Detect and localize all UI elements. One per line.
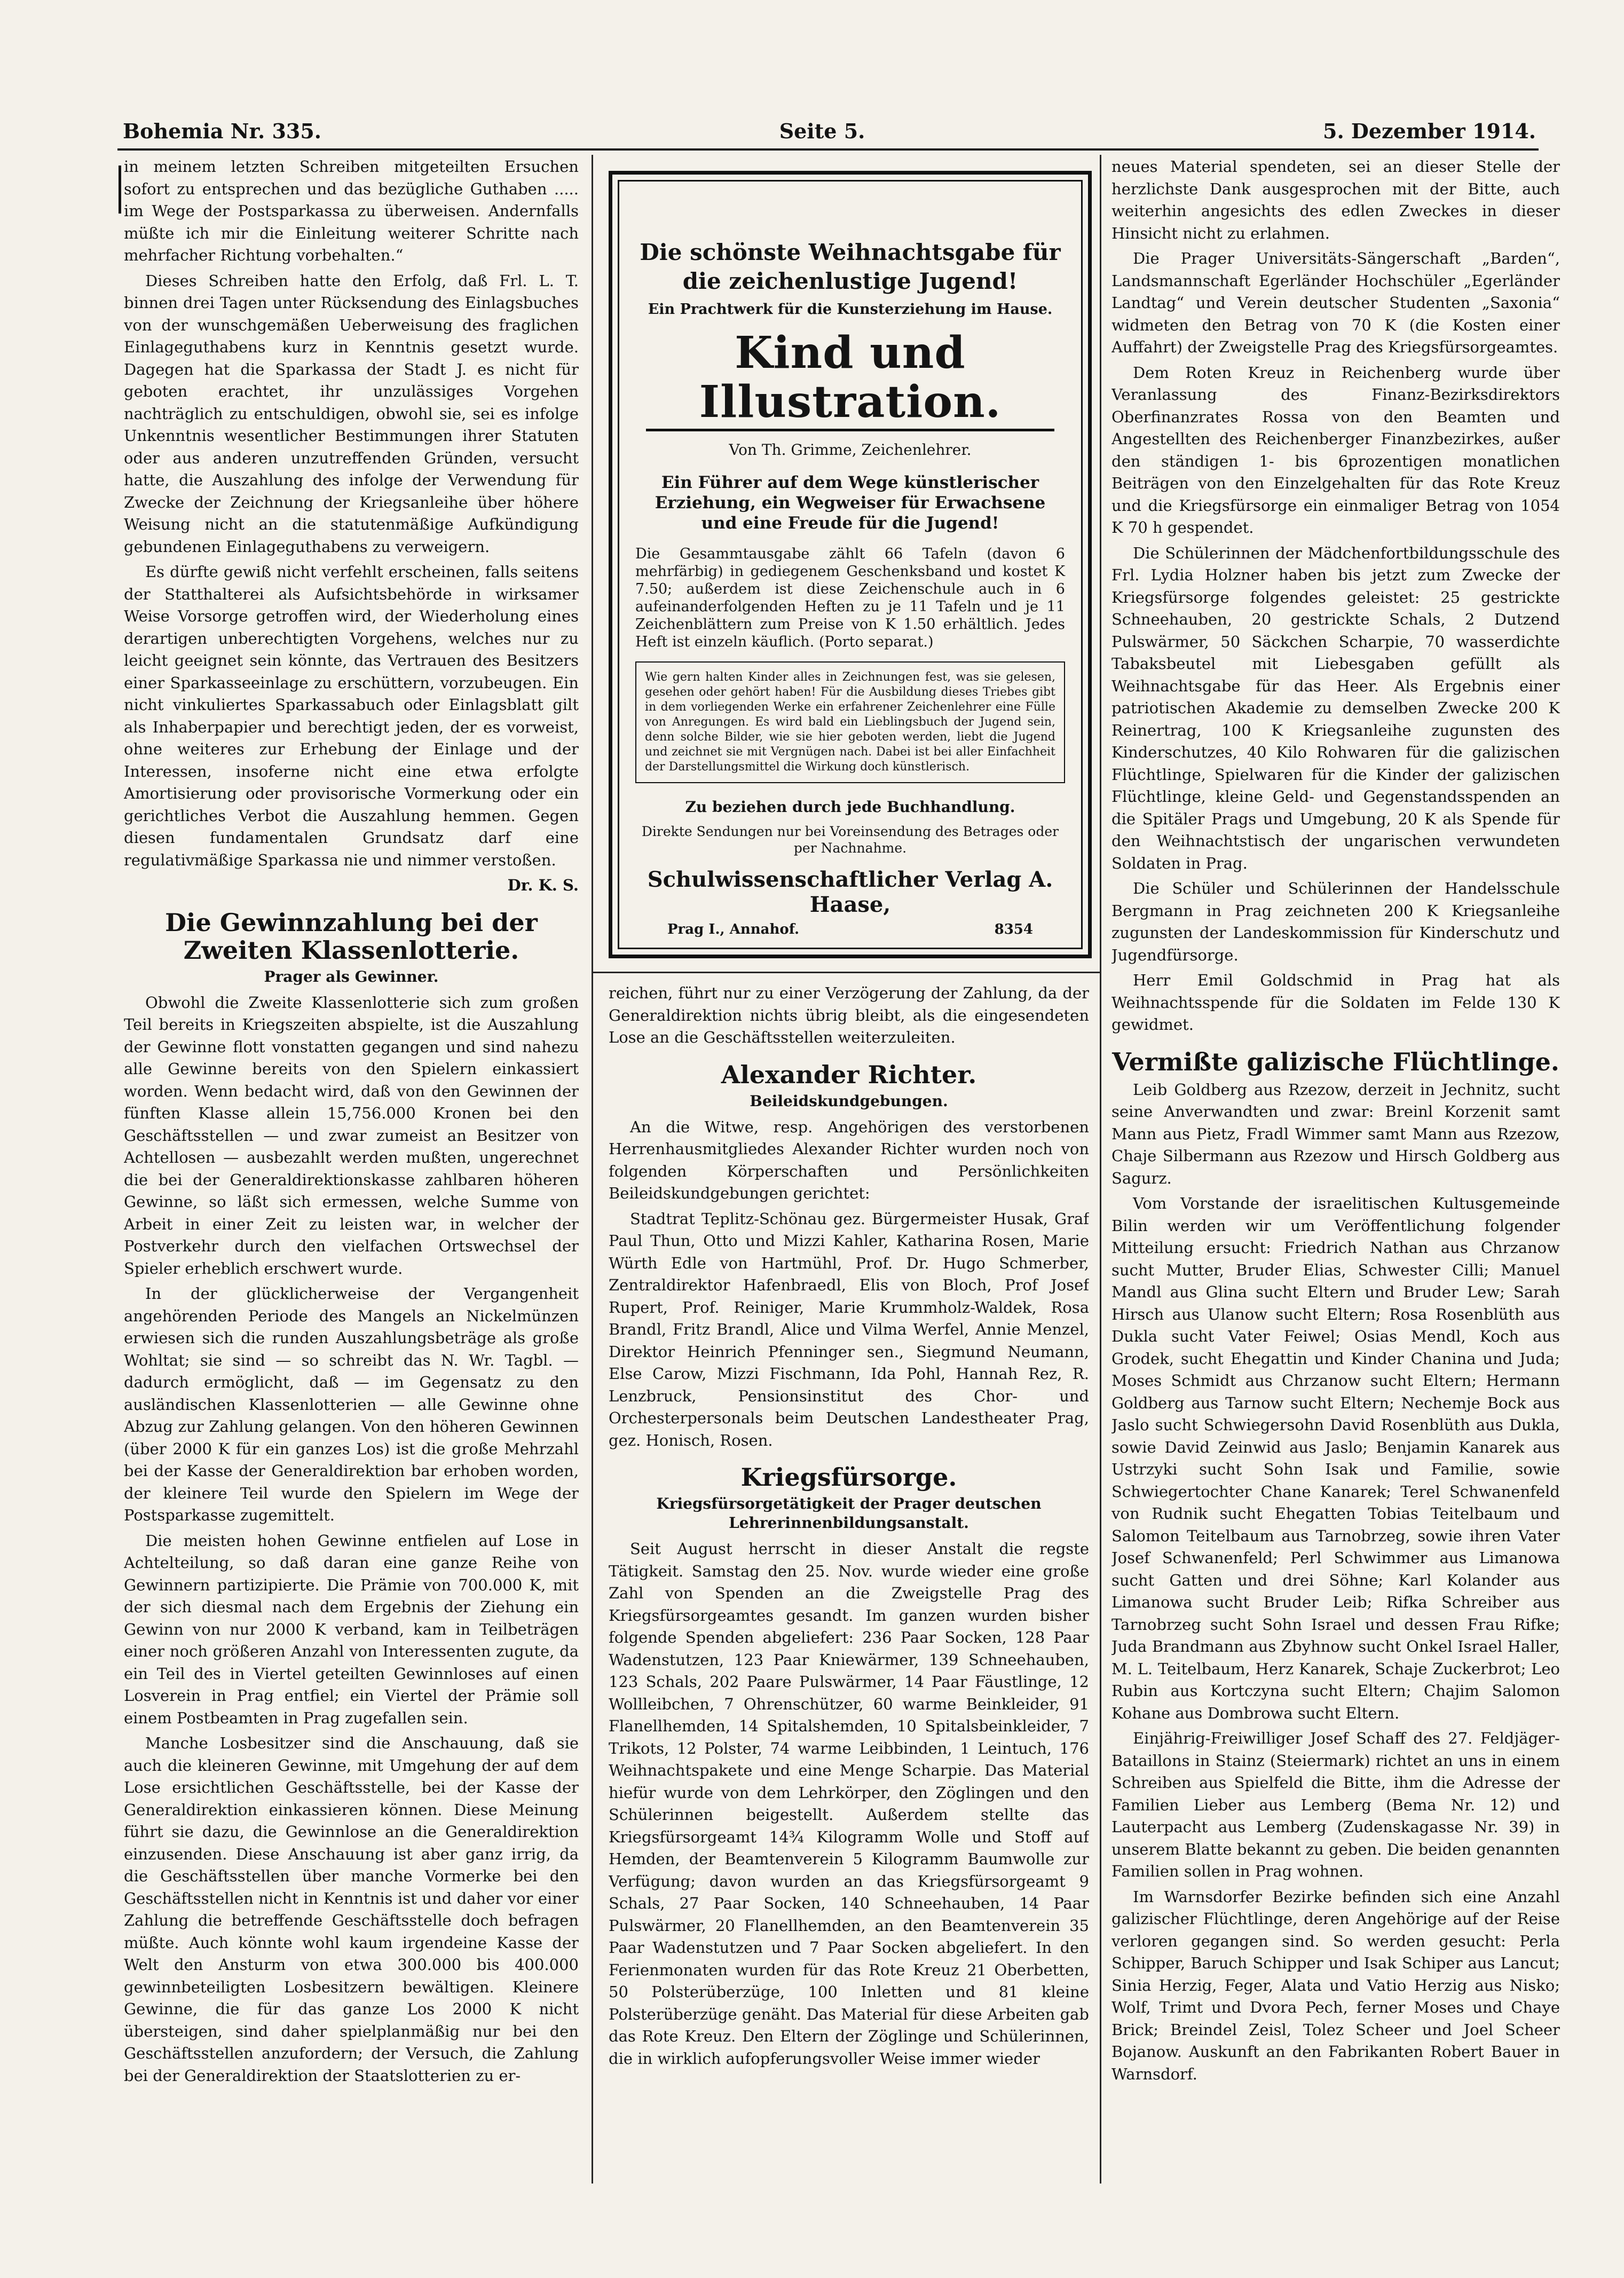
article-welfare-subtitle: Kriegsfürsorgetätigkeit der Prager deutschen Lehrerinnenbildungsanstalt. — [656, 1495, 1042, 1532]
article-lottery-text: In der glücklicherweise der Vergangenheit angehörenden Periode des Mangels an Nickelmünzen erwiesen sich die runden Auszahlungsbeträge als große Wohltat; sie sind — so schreibt das N. Wr. Tagbl. — dadurch ermöglicht, daß — im Gegensatz zu den ausländischen Klassenlotterien — alle Gewinne ohne Abzug zur Zahlung gelangen. Von den höheren Gewinnen (über 2000 K für ein ganzes Los) ist die große Mehrzahl bei der Kasse der Generaldirektion bar erhoben worden, der kleinere Teil wurde den Spielern im Wege der Postsparkasse zugemittelt. — [124, 1284, 579, 1524]
article-lottery-title: Die Gewinnzahlung bei der Zweiten Klassenlotterie. — [165, 908, 538, 965]
ad-inner-frame — [618, 180, 1083, 949]
article-richter-subtitle: Beileidskundgebungen. — [750, 1092, 948, 1110]
ad-title-rule — [646, 429, 1054, 431]
article-savings-text: Dieses Schreiben hatte den Erfolg, daß Frl. L. T. binnen drei Tagen unter Rücksendung des Einlagsbuches von der wunschgemäßen Ueberweisung des fraglichen Einlageguthabens kurz in Kenntnis gesetzt wurde. Dagegen hat die Sparkassa der Stadt J. es nicht für geboten erachtet, ihr unzulässiges Vorgehen nachträglich zu entschuldigen, obwohl sie, sei es infolge Unkenntnis wesentlicher Bestimmungen ihrer Statuten oder aus anderen unzutreffenden Gründen, versucht hatte, die Auszahlung des infolge der Verwendung für Zwecke der Zeichnung der Kriegsanleihe über höhere Weisung nicht an die statutenmäßige Aufkündigung gebundenen Einlageguthabens zu verweigern. — [124, 271, 579, 556]
column-right — [1111, 156, 1560, 2185]
article-richter-text: Stadtrat Teplitz-Schönau gez. Bürgermeister Husak, Graf Paul Thun, Otto und Mizzi Kahler, Katharina Rosen, Marie Würth Edle von Hartmühl, Prof. Dr. Hugo Schmerber, Zentraldirektor Hafenbraedl, Elis von Bloch, Prof Josef Rupert, Prof. Reiniger, Marie Krummholz-Waldek, Rosa Brandl, Fritz Brandl, Alice und Vilma Werfel, Annie Menzel, Direktor Heinrich Pfenninger sen., Siegmund Neumann, Else Carow, Mizzi Fischmann, Ida Pohl, Hannah Rez, R. Lenzbruck, Pensionsinstitut des Chor- und Orchesterpersonals beim Deutschen Landestheater Prag, gez. Honisch, Rosen. — [609, 1209, 1089, 1449]
article-welfare-text: Die Prager Universitäts-Sängerschaft „Barden“, Landsmannschaft Egerländer Hochschüler „Egerländer Landtag“ und Verein deutscher Studenten „Saxonia“ widmeten den Betrag von 70 K (die Kosten einer Auffahrt) der Zweigstelle Prag des Kriegsfürsorgeamtes. — [1111, 249, 1560, 356]
ad-description: Die Gesammtausgabe zählt 66 Tafeln (davon 6 mehrfärbig) in gediegenem Geschenksband und kostet K 7.50; außerdem ist diese Zeichenschule auch in 6 aufeinanderfolgenden Heften zu je 11 Tafeln und je 11 Zeichenblättern zum Preise von K 1.50 erhältlich. Jedes Heft ist einzeln käuflich. (Porto separat.) — [635, 546, 1065, 650]
article-lottery-text: Obwohl die Zweite Klassenlotterie sich zum großen Teil bereits in Kriegszeiten abspielte, ist die Auszahlung der Gewinne flott vonstatten gegangen und sind nahezu alle Gewinne bereits von den Spielern einkassiert worden. Wenn bedacht wird, daß von den Gewinnen der fünften Klasse allein 15,756.000 Kronen bei den Geschäftsstellen — und zwar zumeist an Besitzer von Achtellosen — ausbezahlt werden mußten, ungerechnet die bei der Generaldirektionskasse zahlbaren höheren Gewinne, so läßt sich ermessen, welche Summe von Arbeit in einer Zeit zu leisten war, in welcher der Postverkehr durch den vielfachen Ortswechsel der Spieler erheblich erschwert wurde. — [124, 993, 579, 1278]
article-savings-text: in meinem letzten Schreiben mitgeteilten Ersuchen sofort zu entsprechen und das bezügliche Guthaben ..... im Wege der Postsparkassa zu überweisen. Andernfalls müßte ich mir die Einleitung weiterer Schritte nach mehrfacher Richtung vorbehalten.“ — [124, 157, 579, 264]
article-lottery-subtitle: Prager als Gewinner. — [264, 967, 439, 986]
article-welfare-text: Dem Roten Kreuz in Reichenberg wurde über Veranlassung des Finanz-Bezirksdirektors Oberfinanzrates Rossa von den Beamten und Angestellten des Reichenberger Finanzbezirkes, außer den ständigen 1- bis 6prozentigen monatlichen Beiträgen von den Einzelgehalten für das Rote Kreuz und die Kriegsfürsorge ein einmaliger Betrag von 1054 K 70 h gespendet. — [1111, 363, 1560, 537]
ad-publisher: Schulwissenschaftlicher Verlag A. Haase, — [647, 867, 1053, 917]
article-refugees-text: Vom Vorstande der israelitischen Kultusgemeinde Bilin werden wir um Veröffentlichung folgender Mitteilung ersucht: Friedrich Nathan aus Chrzanow sucht Mutter, Bruder Elias, Schwester Cilli; Manuel Mandl aus Glina sucht Eltern und Bruder Lew; Sarah Hirsch aus Ulanow sucht Eltern; Rosa Rosenblüth aus Dukla sucht Vater Feiwel; Osias Mendl, Koch aus Grodek, sucht Ehegattin und Kinder Chanina und Juda; Moses Schmidt aus Chrzanow sucht Eltern; Hermann Goldberg aus Tarnow sucht Eltern; Nechemje Bock aus Jaslo sucht Schwiegersohn David Rosenblüth aus Dukla, sowie David Zeinwid aus Jaslo; Benjamin Kanarek aus Ustrzyki sucht Sohn Isak und Familie, sowie Schwiegertochter Chane Kanarek; Terel Schwanenfeld von Rudnik sucht Ehegatten Tobias Teitelbaum und Salomon Teitelbaum aus Tarnobrzeg, sowie ihren Vater Josef Schwanenfeld; Perl Schwimmer aus Limanowa sucht Gatten und drei Söhne; Karl Kolander aus Limanowa sucht Bruder Leib; Rifka Schreiber aus Tarnobrzeg sucht Sohn Israel und dessen Frau Rifke; Juda Brandmann aus Zbyhnow sucht Onkel Israel Haller, M. L. Teitelbaum, Herz Kanarek, Schaje Zuckerbrot; Leo Rubin aus Kortczyna sucht Eltern; Chajim Salomon Kohane aus Dombrowa sucht Eltern. — [1111, 1194, 1560, 1722]
article-refugees-text: Im Warnsdorfer Bezirke befinden sich eine Anzahl galizischer Flüchtlinge, deren Angehörige auf der Reise verloren gegangen sind. So werden gesucht: Perla Schipper, Baruch Schipper und Isak Schiper aus Lancut; Sinia Herzig, Feger, Alata und Vatio Herzig aus Nisko; Wolf, Trimt und Dvora Pech, ferner Moses und Chaye Brick; Breindel Zeisl, Tolez Scheer und Joel Scheer Bojanow. Auskunft an den Fabrikanten Robert Bauer in Warnsdorf. — [1111, 1887, 1560, 2083]
article-richter-text: An die Witwe, resp. Angehörigen des verstorbenen Herrenhausmitgliedes Alexander Richter wurden noch von folgenden Körperschaften und Persönlichkeiten Beileidskundgebungen gerichtet: — [609, 1117, 1089, 1202]
article-welfare-text: Herr Emil Goldschmid in Prag hat als Weihnachtsspende für die Soldaten im Felde 130 K gewidmet. — [1111, 971, 1560, 1034]
ad-author: Von Th. Grimme, Zeichenlehrer. — [729, 441, 972, 459]
column-rule — [1100, 155, 1101, 2184]
article-welfare-text: Seit August herrscht in dieser Anstalt die regste Tätigkeit. Samstag den 25. Nov. wurde wieder eine große Zahl von Spenden an die Zweigstelle Prag des Kriegsfürsorgeamtes gesandt. Im ganzen wurden bisher folgende Spenden abgeliefert: 236 Paar Socken, 128 Paar Wadenstutzen, 123 Paar Kniewärmer, 139 Schneehauben, 123 Schals, 202 Paare Pulswärmer, 14 Paar Fäustlinge, 12 Wollleibchen, 7 Ohrenschützer, 60 warme Beinkleider, 91 Flanellhemden, 14 Spitalshemden, 10 Spitalsbeinkleider, 7 Trikots, 12 Polster, 74 warme Leibbinden, 1 Leintuch, 176 Weihnachtspakete und eine Menge Scharpie. Das Material hiefür wurde von dem Lehrkörper, den Zöglingen und den Schülerinnen beigestellt. Außerdem stellte das Kriegsfürsorgeamt 14¾ Kilogramm Wolle und Stoff auf Hemden, der Beamtenverein 5 Kilogramm Baumwolle zur Verfügung; davon wurden an das Kriegsfürsorgeamt 9 Schals, 27 Paar Socken, 140 Schneehauben, 14 Paar Pulswärmer, 20 Flanellhemden, an den Beamtenverein 35 Paar Wadenstutzen und 7 Paar Socken abgeliefert. In den Ferienmonaten wurden für das Rote Kreuz 21 Oberbetten, 50 Polsterüberzüge, 100 Inletten und 81 kleine Polsterüberzüge genäht. Das Material für diese Arbeiten gab das Rote Kreuz. Den Eltern der Zöglinge und Schülerinnen, die in wirklich aufopferungsvoller Weise immer wieder — [609, 1540, 1089, 2068]
article-welfare-continuation: neues Material spendeten, sei an dieser Stelle der herzlichste Dank ausgesprochen mit der Bitte, auch weiterhin angesichts des edlen Zweckes in dieser Hinsicht nicht zu erlahmen. — [1111, 157, 1560, 242]
header-rule — [117, 148, 1539, 151]
header-issue: Bohemia Nr. 335. — [123, 119, 322, 143]
ad-headline: Die schönste Weihnachtsgabe für die zeichenlustige Jugend! — [640, 239, 1061, 294]
article-welfare-text: Die Schülerinnen der Mädchenfortbildungsschule des Frl. Lydia Holzner haben bis jetzt zum Zwecke der Kriegsfürsorge folgendes geleistet: 25 gestrickte Schneehauben, 20 gestrickte Schals, 2 Dutzend Pulswärmer, 50 Säckchen Scharpie, 70 wasserdichte Tabaksbeutel mit Liebesgaben gefüllt als Weihnachtsgabe für das Heer. Als Ergebnis einer patriotischen Akademie zu demselben Zwecke 200 K Reinertrag, 100 K Kriegsanleihe zugunsten des Kinderschutzes, 40 Kilo Rohwaren für die galizischen Flüchtlinge, Spielwaren für die Kinder der galizischen Flüchtlinge, kleine Geld- und Gegenstandsspenden an die Spitäler Prags und Umgebung, 20 K als Spende für den Weihnachtstisch der ungarischen verwundeten Soldaten in Prag. — [1111, 543, 1560, 872]
article-signoff: Dr. K. S. — [507, 876, 579, 894]
ad-book-title: Kind und Illustration. — [699, 327, 1002, 428]
article-richter-title: Alexander Richter. — [721, 1060, 977, 1089]
article-welfare-text: Die Schüler und Schülerinnen der Handelsschule Bergmann in Prag zeichneten 200 K Kriegsanleihe zugunsten der Landeskommission für Kinderschutz und Jugendfürsorge. — [1111, 879, 1560, 964]
article-refugees-title: Vermißte galizische Flüchtlinge. — [1112, 1047, 1559, 1076]
column-left — [124, 156, 579, 2185]
article-welfare-title: Kriegsfürsorge. — [740, 1463, 957, 1492]
ad-bottom-rule — [592, 972, 1101, 973]
column-middle — [609, 982, 1089, 2189]
ad-address-line — [635, 921, 1065, 937]
article-lottery-text: Manche Losbesitzer sind die Anschauung, daß sie auch die kleineren Gewinne, mit Umgehung der auf dem Lose ersichtlichen Geschäftsstelle, bei der Kasse der Generaldirektion einkassieren können. Diese Meinung führt sie dazu, die Gewinnlose an die Generaldirektion einzusenden. Diese Anschauung ist aber ganz irrig, da die Geschäftsstellen über manche Vormerke bei den Geschäftsstellen nicht in Kenntnis ist und daher vor einer Zahlung die betreffende Geschäftsstelle doch befragen müßte. Auch könnte wohl kaum irgendeine Kasse der Welt den Ansturm von etwa 300.000 bis 400.000 gewinnbeteiligten Losbesitzern bewältigen. Kleinere Gewinne, die für das ganze Los 2000 K nicht übersteigen, sind daher spielplanmäßig nur bei den Geschäftsstellen anzufordern; der Versuch, die Zahlung bei der Generaldirektion der Staatslotterien zu er- — [124, 1734, 579, 2085]
ad-lead: Ein Führer auf dem Wege künstlerischer Erziehung, ein Wegweiser für Erwachsene und eine Freude für die Jugend! — [655, 473, 1046, 533]
page-header — [123, 115, 1536, 147]
article-savings-text: Es dürfte gewiß nicht verfehlt erscheinen, falls seitens der Statthalterei als Aufsichtsbehörde in wirksamer Weise Vorsorge getroffen wird, der Wiederholung eines derartigen unberechtigten Vorgehens, welches nur zu leicht geeignet sein könnte, das Vertrauen des Besitzers einer Sparkasseeinlage zu erschüttern, vorzubeugen. Ein nicht vinkuliertes Sparkassabuch oder Einlagsblatt gilt als Inhaberpapier und berechtigt jeden, der es vorweist, ohne weiteres zur Erhebung der Einlage und der Interessen, insoferne nicht eine etwa erfolgte Amortisierung oder provisorische Vormerkung oder ein gerichtliches Verbot die Auszahlung hemmen. Gegen diesen fundamentalen Grundsatz darf eine regulativmäßige Sparkassa nie und nimmer verstoßen. — [124, 563, 579, 869]
article-lottery-text: Die meisten hohen Gewinne entfielen auf Lose in Achtelteilung, so daß daran eine ganze Reihe von Gewinnern partizipierte. Die Prämie von 700.000 K, mit der sich diesmal nach dem Ergebnis der Ziehung ein Gewinn von nur 2000 K verband, kam in Teilbeträgen einer noch größeren Anzahl von Interessenten zugute, da ein Teil des in Viertel geteilten Gewinnloses auf einen Losverein in Prag entfiel; ein Viertel der Prämie soll einem Postbeamten in Prag zugefallen sein. — [124, 1531, 579, 1727]
article-refugees-text: Leib Goldberg aus Rzezow, derzeit in Jechnitz, sucht seine Anverwandten und zwar: Breinl Korzenit samt Mann aus Pietz, Fradl Wimmer samt Mann aus Rzezow, Chaje Silbermann aus Rzezow und Hirsch Goldberg aus Sagurz. — [1111, 1080, 1560, 1187]
ad-quote-box: Wie gern halten Kinder alles in Zeichnungen fest, was sie gelesen, gesehen oder gehört haben! Für die Ausbildung dieses Triebes gibt in dem vorliegenden Werke ein erfahrener Zeichenlehrer eine Fülle von Anregungen. Es wird bald ein Lieblingsbuch der Jugend sein, denn solche Bilder, wie sie hier geboten werden, liebt die Jugend und zeichnet sie mit Vergnügen nach. Dabei ist bei aller Einfachheit der Darstellungsmittel die Wirkung doch künstlerisch. — [635, 661, 1065, 783]
ad-availability: Zu beziehen durch jede Buchhandlung. — [685, 798, 1015, 816]
ad-subheadline: Ein Prachtwerk für die Kunsterziehung im Hause. — [648, 301, 1053, 318]
book-advertisement — [609, 171, 1092, 958]
header-page-number: Seite 5. — [779, 119, 865, 143]
ad-address: Prag I., Annahof. — [667, 921, 800, 937]
article-refugees-text: Einjährig-Freiwilliger Josef Schaff des 27. Feldjäger-Bataillons in Stainz (Steiermark) richtet an uns in einem Schreiben aus Spielfeld die Bitte, ihm die Adresse der Familien Lieber aus Lemberg (Bema Nr. 12) und Lauterpacht aus Lemberg (Zudenskagasse Nr. 39) in unserem Blatte bekannt zu geben. Die beiden genannten Familien sollen in Prag wohnen. — [1111, 1729, 1560, 1880]
header-date: 5. Dezember 1914. — [1323, 119, 1536, 143]
ad-order-info: Direkte Sendungen nur bei Voreinsendung des Betrages oder per Nachnahme. — [641, 824, 1059, 856]
article-lottery-continuation: reichen, führt nur zu einer Verzögerung der Zahlung, da der Generaldirektion nichts übrig bleibt, als die eingesendeten Lose an die Geschäftsstellen weiterzuleiten. — [609, 984, 1089, 1046]
column-rule — [592, 155, 593, 2184]
margin-mark — [119, 165, 121, 214]
ad-number: 8354 — [994, 921, 1033, 937]
